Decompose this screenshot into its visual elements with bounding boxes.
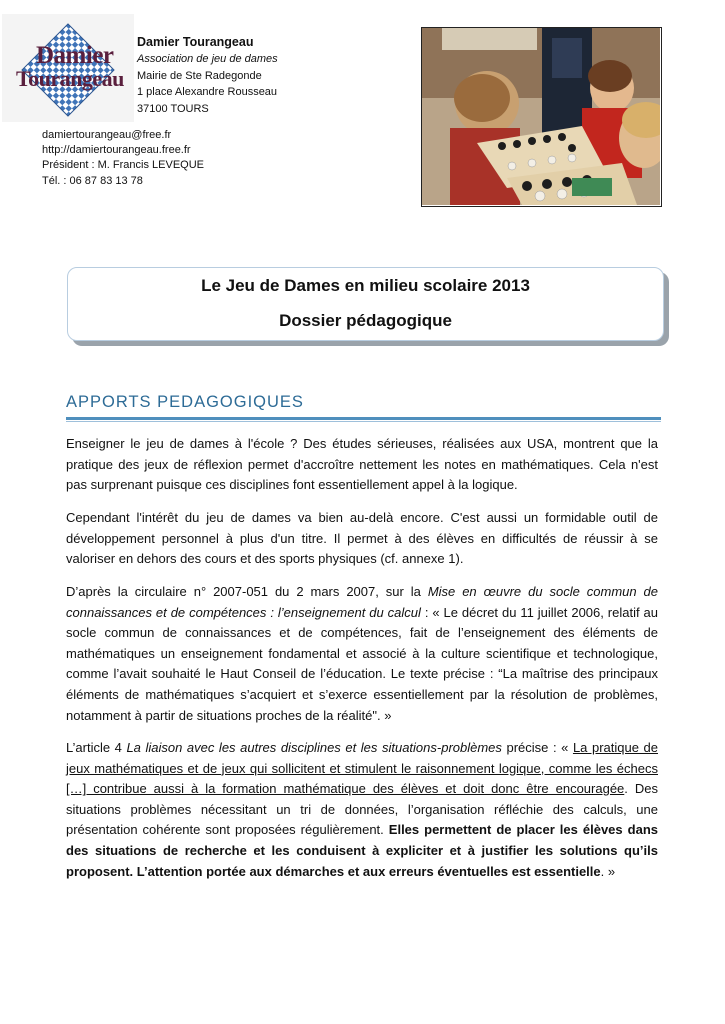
email-link[interactable]: damiertourangeau@free.fr — [42, 129, 172, 141]
paragraph-3 — [66, 582, 658, 726]
section-heading: APPORTS PEDAGOGIQUES — [66, 393, 304, 411]
document-subtitle: Dossier pédagogique — [279, 311, 452, 330]
association-logo — [2, 14, 134, 122]
p4-text-mid: précise : « — [501, 740, 573, 755]
document-title: Le Jeu de Dames en milieu scolaire 2013 — [201, 276, 530, 295]
p4-bold-quote: Elles permettent de placer les élèves dans des situations de recherche et les conduisent à expliciter et à justifier les solutions qu’ils proposent. L’attention portée aux démarches et aux erreurs éventuelles est essentielle — [66, 822, 658, 879]
website-link[interactable]: http://damiertourangeau.free.fr — [42, 144, 191, 157]
p3-text-start: D’après la circulaire n° 2007-051 du 2 mars 2007, sur la — [66, 584, 428, 599]
president-line: Président : M. Francis LEVEQUE — [42, 159, 204, 172]
logo-word-tourangeau: Tourangeau — [16, 66, 124, 91]
association-name: Damier Tourangeau — [137, 35, 254, 49]
logo-word-damier: Damier — [36, 42, 114, 69]
contact-block — [42, 128, 204, 189]
paragraph-4 — [66, 738, 658, 882]
p4-text-end: . » — [600, 863, 616, 879]
p4-underlined-quote: La pratique de jeux mathématiques et de jeux qui sollicitent et stimulent le raisonnement logique, comme les échecs […] contribue aussi à la formation mathématique des élèves et doit donc être encouragée — [66, 740, 658, 797]
heading-rule — [66, 417, 661, 420]
phone-line: Tél. : 06 87 83 13 78 — [42, 174, 143, 187]
p4-text-start: L’article 4 — [66, 740, 127, 755]
association-subtitle: Association de jeu de dames — [137, 53, 278, 65]
p3-italic-reference: Mise en œuvre du socle commun de connaissances et de compétences : l’enseignement du calcul — [66, 584, 658, 620]
association-address-block — [137, 34, 278, 117]
address-line: Mairie de Ste Radegonde — [137, 69, 262, 82]
children-playing-checkers-photo — [421, 27, 662, 207]
p3-text-end: : « Le décret du 11 juillet 2006, relatif au socle commun de connaissances et de compétences, fait de l’enseignement des éléments de mathématiques un enseignement fondamental et associé à la culture scientifique et technologique, comme l’avait souhaité le Haut Conseil de l’éducation. Le texte précise : “La maîtrise des principaux éléments de mathématiques s’acquiert et s’exerce essentiellement par la résolution de problèmes, notamment à partir de situations proches de la réalité". » — [66, 604, 658, 723]
address-line: 37100 TOURS — [137, 102, 209, 115]
address-line: 1 place Alexandre Rousseau — [137, 86, 278, 98]
paragraph-2: Cependant l'intérêt du jeu de dames va bien au-delà encore. C'est aussi un formidable outil de développement personnel à plus d'un titre. Il permet à des élèves en difficultés de réussir à se valoriser en dehors des cours et des sports physiques (cf. annexe 1). — [66, 510, 658, 567]
heading-rule-thin — [66, 421, 661, 422]
p4-text-after: . Des situations problèmes nécessitant un tri de données, l’organisation réfléchie des calculs, une présentation cohérente sont proposées régulièrement. — [66, 781, 658, 838]
paragraph-1: Enseigner le jeu de dames à l'école ? Des études sérieuses, réalisées aux USA, montrent que la pratique des jeux de réflexion permet d'accroître nettement les notes en mathématiques. Cela n'est pas surprenant puisque ces disciplines font essentiellement appel à la logique. — [66, 436, 658, 493]
p4-italic-title: La liaison avec les autres disciplines et les situations-problèmes — [126, 740, 502, 755]
title-box — [67, 267, 664, 341]
photo-illustration — [422, 28, 660, 205]
